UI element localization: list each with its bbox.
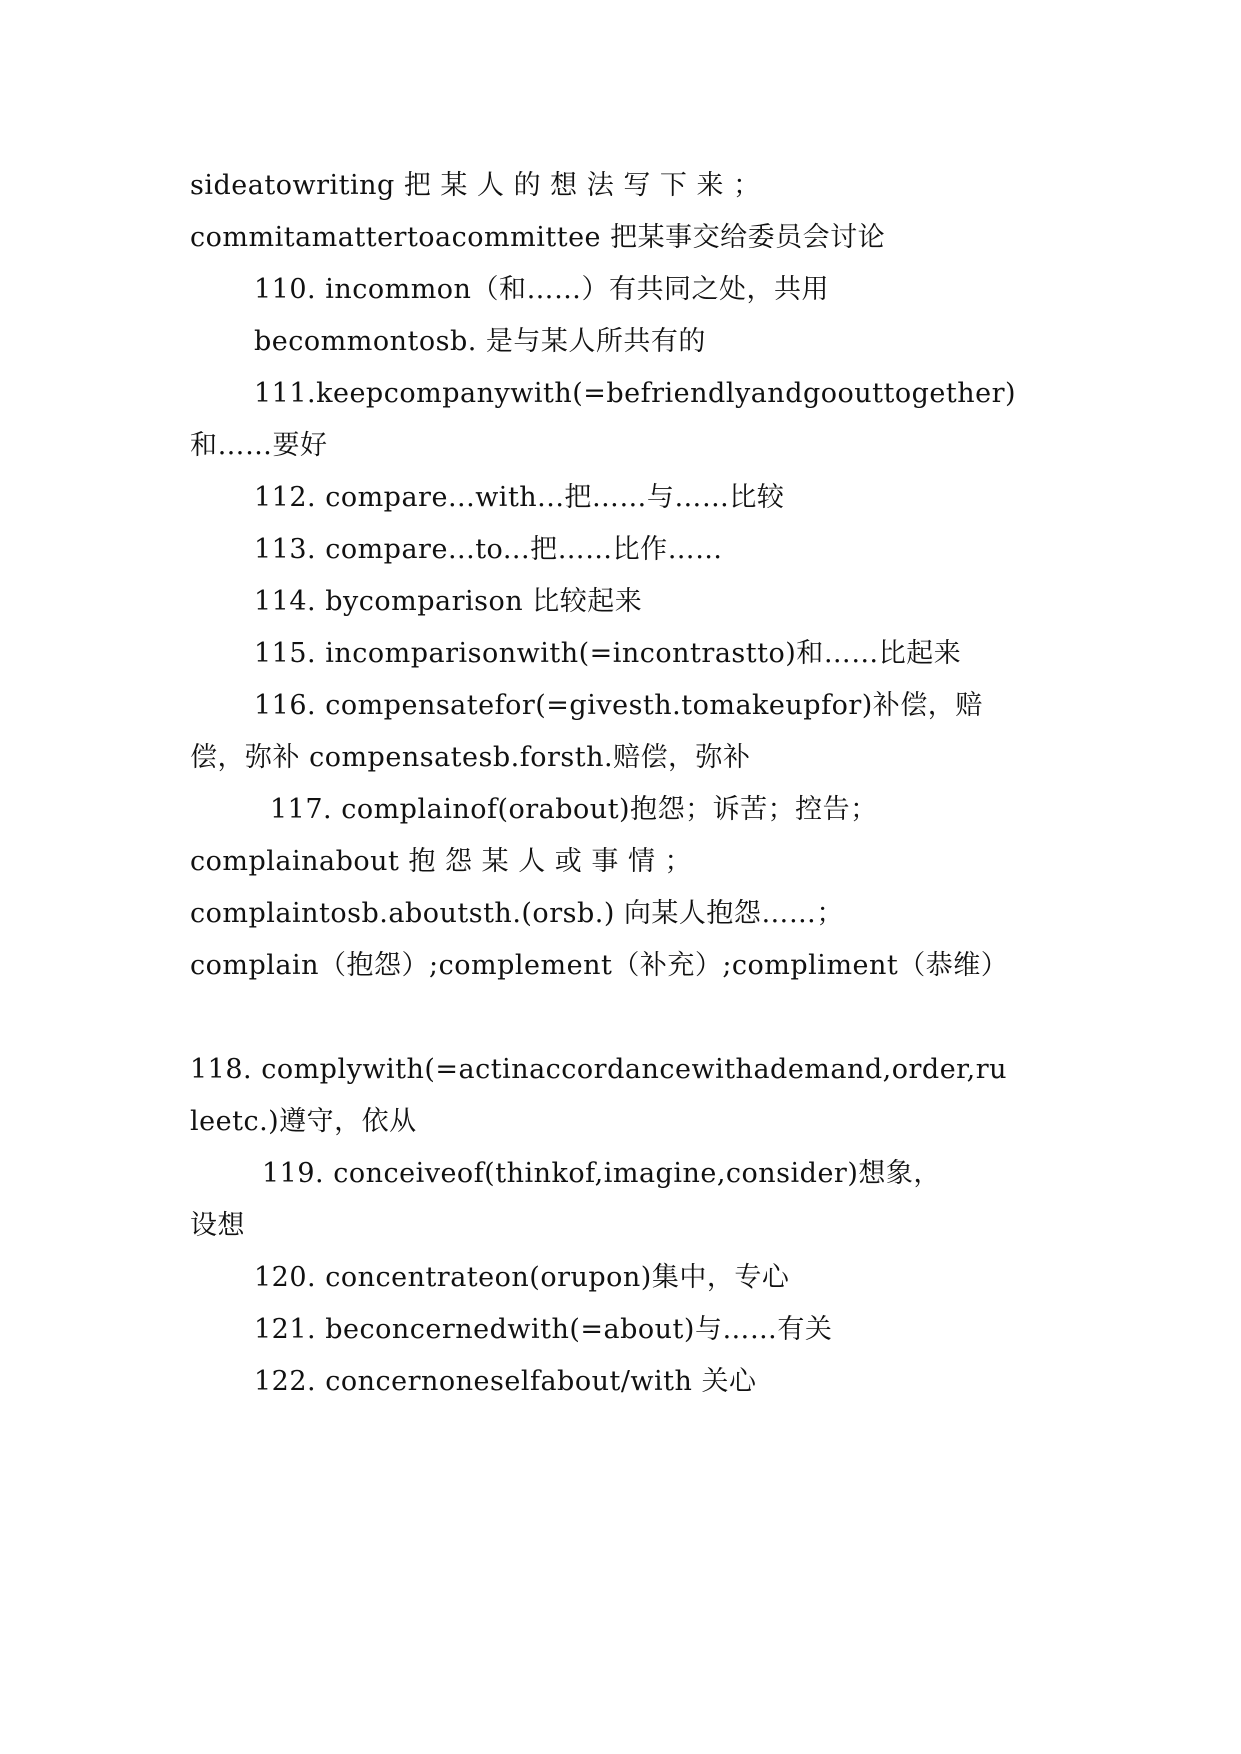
entry-114: 114. bycomparison 比较起来 <box>254 586 643 617</box>
entry-119: 119. conceiveof(thinkof,imagine,consider)想象， <box>262 1158 941 1189</box>
entry-116: 116. compensatefor(=givesth.tomakeupfor)补偿，赔 <box>254 690 983 721</box>
text-line: commitamattertoacommittee 把某事交给委员会讨论 <box>190 222 886 253</box>
entry-121: 121. beconcernedwith(=about)与……有关 <box>254 1314 833 1345</box>
text-line: complainabout 抱 怨 某 人 或 事 情 ； <box>190 846 693 877</box>
text-line: becommontosb. 是与某人所共有的 <box>254 326 706 357</box>
text-line: complaintosb.aboutsth.(orsb.) 向某人抱怨……； <box>190 898 844 929</box>
text-line: sideatowriting 把 某 人 的 想 法 写 下 来 ； <box>190 170 761 201</box>
entry-118: 118. complywith(=actinaccordancewithademand,order,ru <box>190 1054 1008 1085</box>
entry-115: 115. incomparisonwith(=incontrastto)和……比起来 <box>254 638 962 669</box>
text-line: 偿，弥补 compensatesb.forsth.赔偿，弥补 <box>190 742 751 773</box>
text-line: 设想 <box>190 1210 245 1241</box>
entry-110: 110. incommon（和……）有共同之处，共用 <box>254 274 829 305</box>
entry-120: 120. concentrateon(orupon)集中，专心 <box>254 1262 790 1293</box>
entry-112: 112. compare...with...把……与……比较 <box>254 482 785 513</box>
entry-111: 111.keepcompanywith(=befriendlyandgoouttogether) <box>254 378 1017 409</box>
text-line: 和……要好 <box>190 430 328 461</box>
text-line: leetc.)遵守，依从 <box>190 1106 417 1137</box>
entry-113: 113. compare...to...把……比作…… <box>254 534 723 565</box>
text-line: complain（抱怨）;complement（补充）;compliment（恭维） <box>190 950 1009 981</box>
entry-122: 122. concernoneselfabout/with 关心 <box>254 1366 757 1397</box>
entry-117: 117. complainof(orabout)抱怨；诉苦；控告； <box>270 794 878 825</box>
